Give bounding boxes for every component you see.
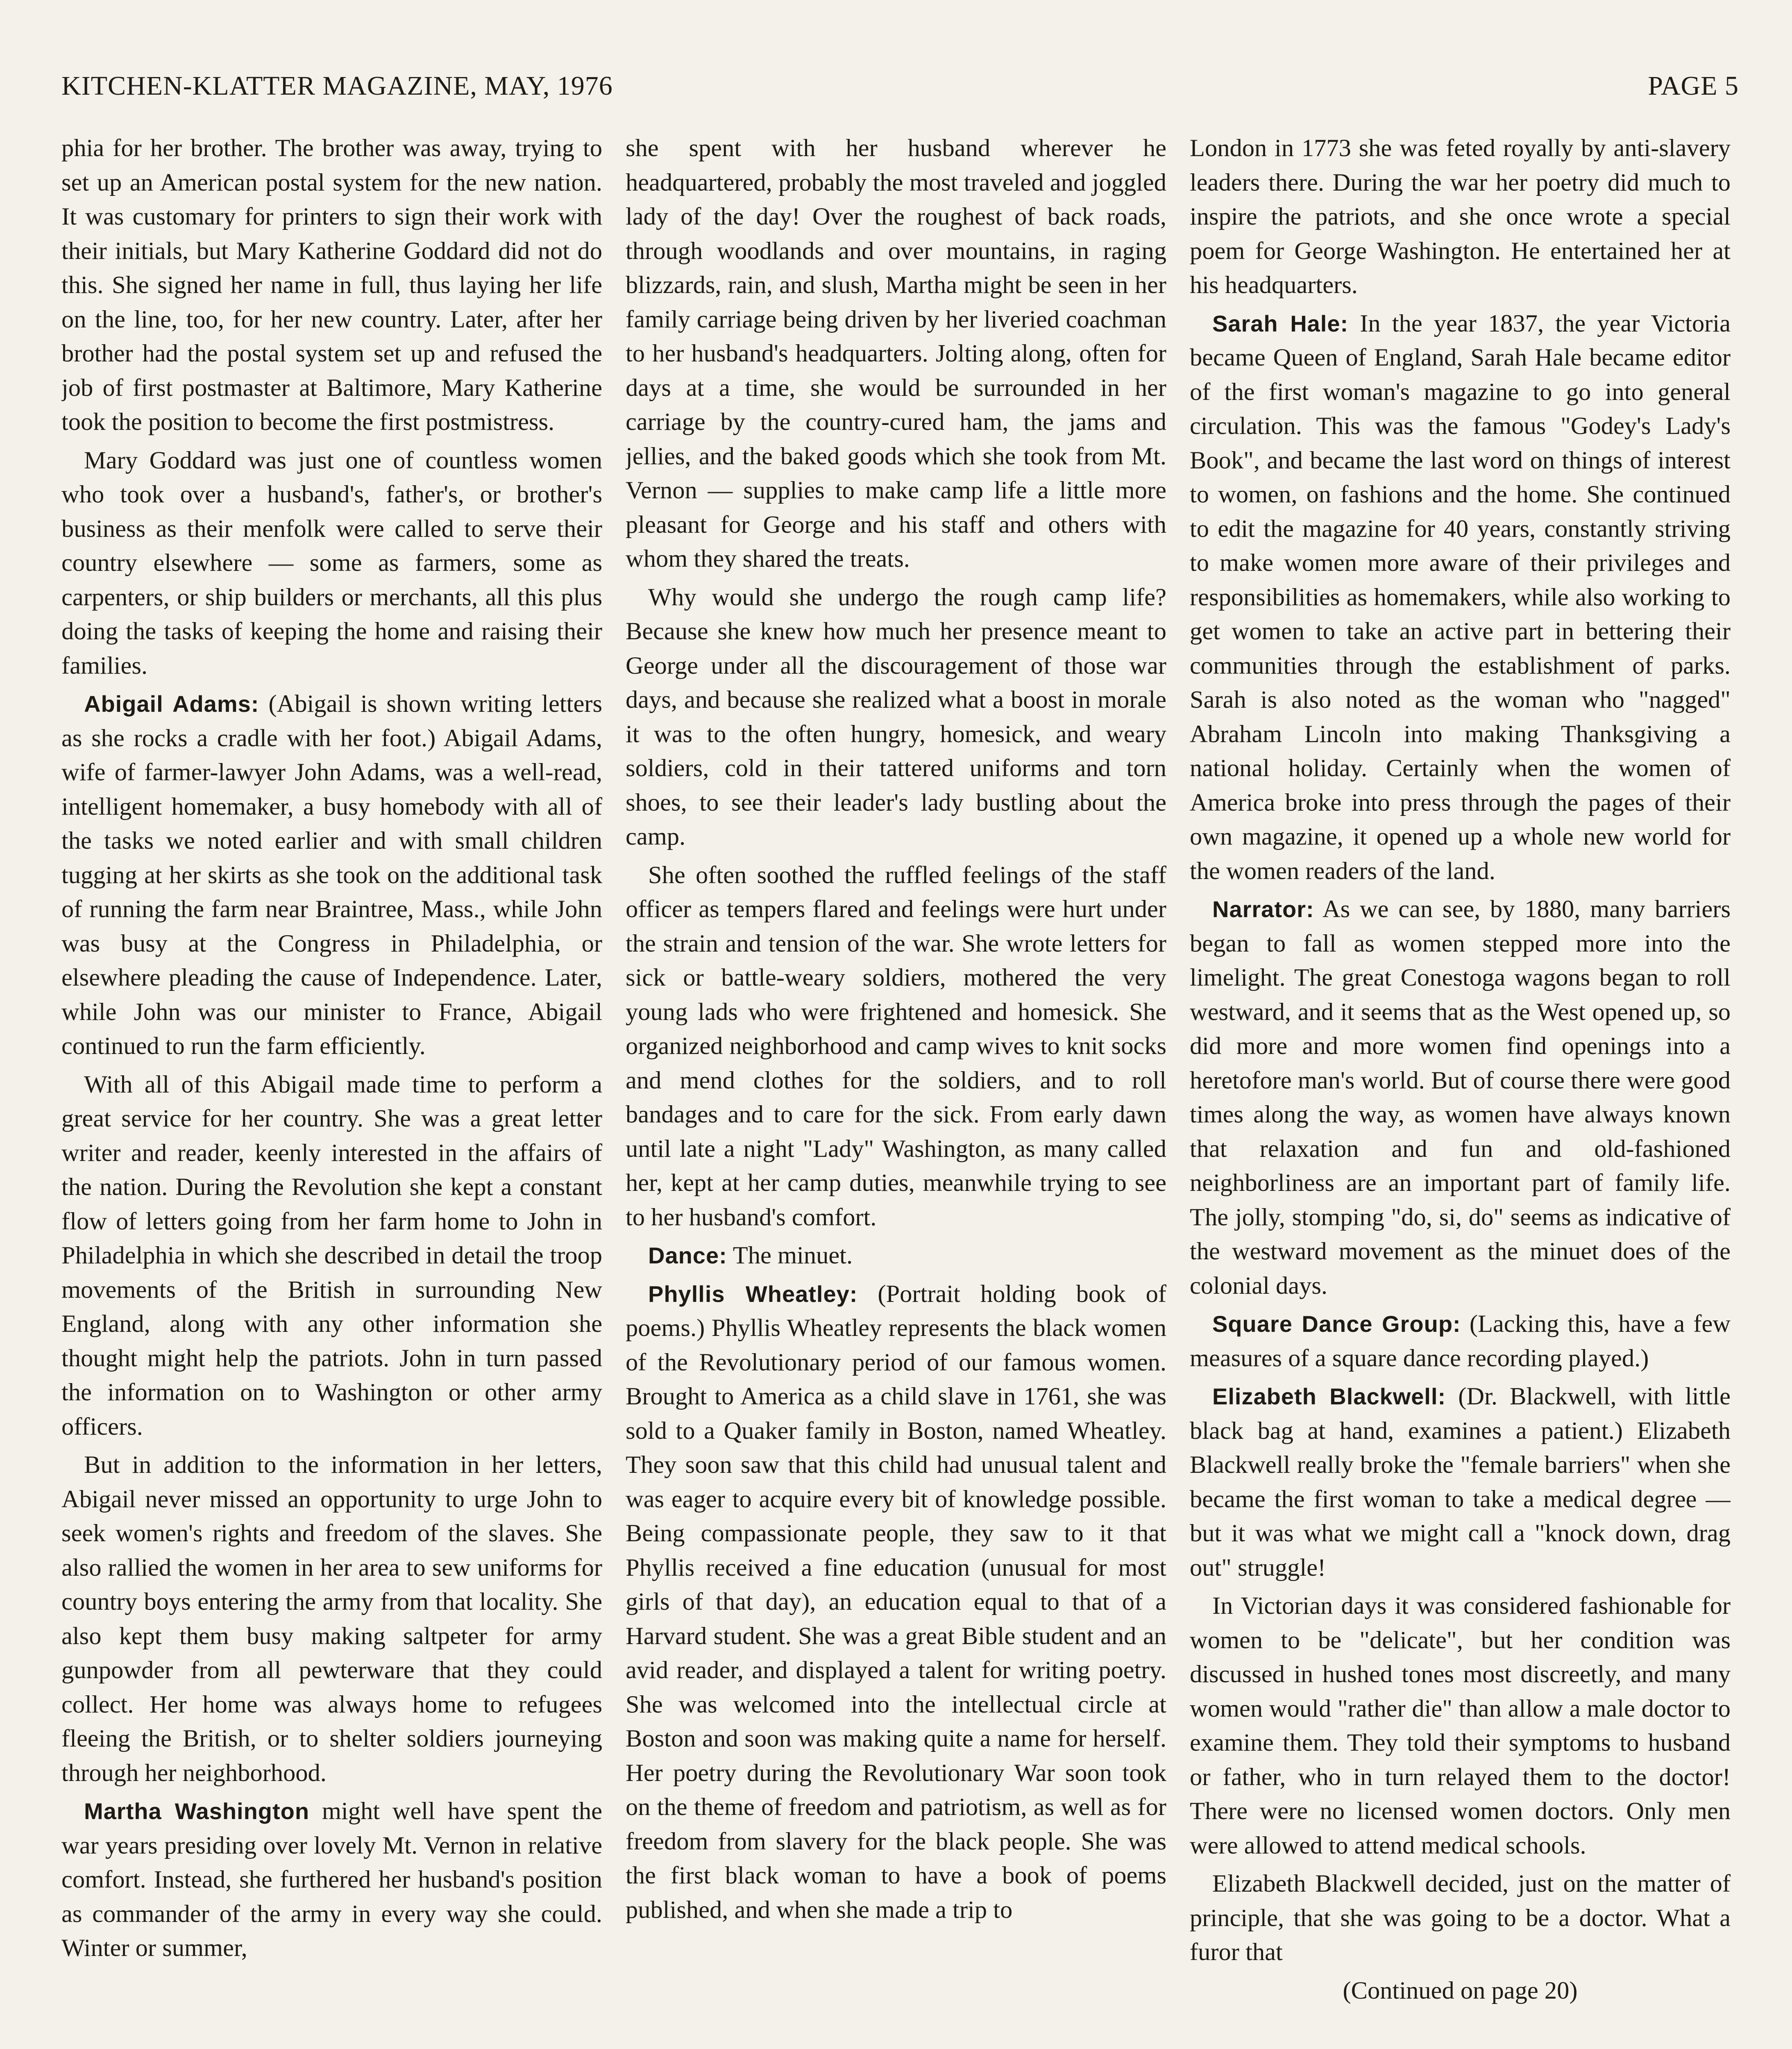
column-1 bbox=[61, 131, 602, 2049]
speaker-label: Square Dance Group: bbox=[1212, 1311, 1461, 1337]
paragraph: She often soothed the ruffled feelings of the staff officer as tempers flared and feelings were hurt under the strain and tension of the war. She wrote letters for sick or battle-weary soldiers, mothered the very young lads who were frightened and homesick. She organized neighborhood and camp wives to knit socks and mend clothes for the soldiers, and to roll bandages and to care for the sick. From early dawn until late a night "Lady" Washington, as many called her, kept at her camp duties, meanwhile trying to see to her husband's comfort. bbox=[626, 861, 1166, 1231]
paragraph: Mary Goddard was just one of countless women who took over a husband's, father's, or brother's business as their menfolk were called to serve their country elsewhere — some as farmers, some as carpenters, or ship builders or merchants, all this plus doing the tasks of keeping the home and raising their families. bbox=[61, 446, 602, 679]
paragraph: she spent with her husband wherever he headquartered, probably the most traveled and joggled lady of the day! Over the roughest of back roads, through woodlands and over mountains, in raging blizzards, rain, and slush, Martha might be seen in her family carriage being driven by her liveried coachman to her husband's headquarters. Jolting along, often for days at a time, she would be surrounded in her carriage by the country-cured ham, the jams and jellies, and the baked goods which she took from Mt. Vernon — supplies to make camp life a little more pleasant for George and his staff and others with whom they shared the treats. bbox=[626, 134, 1166, 572]
paragraph bbox=[1190, 892, 1731, 1303]
page-number: PAGE 5 bbox=[1648, 71, 1739, 101]
paragraph bbox=[61, 687, 602, 1063]
paragraph-text: The minuet. bbox=[727, 1242, 853, 1269]
paragraph-text: In the year 1837, the year Victoria became Queen of England, Sarah Hale became editor of the first woman's magazine to go into general circulation. This was the famous "Godey's Lady's Book", and became the last word on things of interest to women, on fashions and the home. She continued to edit the magazine for 40 years, constantly striving to make women more aware of their privileges and responsibilities as homemakers, while also working to get women to take an active part in bettering their communities through the establishment of parks. Sarah is also noted as the woman who "nagged" Abraham Lincoln into making Thanksgiving a national holiday. Certainly when the women of America broke into press through the pages of their own magazine, it opened up a whole new world for the women readers of the land. bbox=[1190, 309, 1731, 885]
paragraph bbox=[1190, 1307, 1731, 1375]
paragraph-text: (Dr. Blackwell, with little black bag at hand, examines a patient.) Elizabeth Blackwell really broke the "female barriers" when she became the first woman to take a medical degree — but it was what we might call a "knock down, drag out" struggle! bbox=[1190, 1383, 1731, 1581]
paragraph bbox=[1190, 307, 1731, 888]
paragraph-text: (Abigail is shown writing letters as she rocks a cradle with her foot.) Abigail Adams, wife of farmer-lawyer John Adams, was a well-read, intelligent homemaker, a busy homebody with all of the tasks we noted earlier and with small children tugging at her skirts as she took on the additional task of running the farm near Braintree, Mass., while John was busy at the Congress in Philadelphia, or elsewhere pleading the cause of Independence. Later, while John was our minister to France, Abigail continued to run the farm efficiently. bbox=[61, 690, 602, 1060]
speaker-label: Elizabeth Blackwell: bbox=[1212, 1383, 1446, 1409]
speaker-label: Abigail Adams: bbox=[84, 691, 259, 717]
speaker-label: Sarah Hale: bbox=[1212, 310, 1349, 336]
continued-note: (Continued on page 20) bbox=[1343, 1976, 1578, 2004]
paragraph bbox=[626, 1277, 1166, 1927]
paragraph bbox=[626, 1238, 1166, 1273]
paragraph: In Victorian days it was considered fashionable for women to be "delicate", but her condition was discussed in hushed tones most discreetly, and many women would "rather die" than allow a male doctor to examine them. They told their symptoms to husband or father, who in turn relayed them to the doctor! There were no licensed women doctors. Only men were allowed to attend medical schools. bbox=[1190, 1592, 1731, 1859]
paragraph: Elizabeth Blackwell decided, just on the matter of principle, that she was going to be a doctor. What a furor that bbox=[1190, 1870, 1731, 1966]
paragraph: London in 1773 she was feted royally by anti-slavery leaders there. During the war her poetry did much to inspire the patriots, and she once wrote a special poem for George Washington. He entertained her at his headquarters. bbox=[1190, 134, 1731, 299]
article-columns bbox=[61, 131, 1731, 2049]
paragraph: But in addition to the information in her letters, Abigail never missed an opportunity to urge John to seek women's rights and freedom of the slaves. She also rallied the women in her area to sew uniforms for country boys entering the army from that locality. She also kept them busy making saltpeter for army gunpowder from all pewterware that they could collect. Her home was always home to refugees fleeing the British, or to shelter soldiers journeying through her neighborhood. bbox=[61, 1451, 602, 1787]
paragraph-text: (Portrait holding book of poems.) Phyllis Wheatley represents the black women of the Revolutionary period of our famous women. Brought to America as a child slave in 1761, she was sold to a Quaker family in Boston, named Wheatley. They soon saw that this child had unusual talent and was eager to acquire every bit of knowledge possible. Being compassionate people, they saw to it that Phyllis received a fine education (unusual for most girls of that day), an education equal to that of a Harvard student. She was a great Bible student and an avid reader, and displayed a talent for writing poetry. She was welcomed into the intellectual circle at Boston and soon was making quite a name for herself. Her poetry during the Revolutionary War soon took on the theme of freedom and patriotism, as well as for freedom from slavery for the black people. She was the first black woman to have a book of poems published, and when she made a trip to bbox=[626, 1280, 1166, 1924]
speaker-label: Narrator: bbox=[1212, 896, 1314, 922]
speaker-label: Dance: bbox=[648, 1243, 727, 1268]
page-header bbox=[61, 61, 1739, 111]
paragraph bbox=[61, 1794, 602, 1965]
paragraph-text: might well have spent the war years presiding over lovely Mt. Vernon in relative comfort. Instead, she furthered her husband's position as commander of the army in every way she could. Winter or summer, bbox=[61, 1797, 602, 1962]
paragraph: phia for her brother. The brother was away, trying to set up an American postal system for the new nation. It was customary for printers to sign their work with their initials, but Mary Katherine Goddard did not do this. She signed her name in full, thus laying her life on the line, too, for her new country. Later, after her brother had the postal system set up and refused the job of first postmaster at Baltimore, Mary Katherine took the position to become the first postmistress. bbox=[61, 134, 602, 436]
magazine-title: KITCHEN-KLATTER MAGAZINE, MAY, 1976 bbox=[61, 71, 613, 101]
speaker-label: Martha Washington bbox=[84, 1798, 310, 1824]
speaker-label: Phyllis Wheatley: bbox=[648, 1281, 858, 1307]
paragraph: Why would she undergo the rough camp life? Because she knew how much her presence meant to George under all the discouragement of those war days, and because she realized what a boost in morale it was to the often hungry, homesick, and weary soldiers, cold in their tattered uniforms and torn shoes, to see their leader's lady bustling about the camp. bbox=[626, 583, 1166, 850]
paragraph-text: As we can see, by 1880, many barriers began to fall as women stepped more into the limelight. The great Conestoga wagons began to roll westward, and it seems that as the West opened up, so did more and more women find openings into a heretofore man's world. But of course there were good times along the way, as women have always known that relaxation and fun and old-fashioned neighborliness are an important part of family life. The jolly, stomping "do, si, do" seems as indicative of the westward movement as the minuet does of the colonial days. bbox=[1190, 895, 1731, 1299]
paragraph bbox=[1190, 1379, 1731, 1585]
column-3 bbox=[1190, 131, 1731, 2049]
paragraph-text: (Lacking this, have a few measures of a square dance recording played.) bbox=[1190, 1310, 1731, 1372]
column-2 bbox=[626, 131, 1166, 2049]
paragraph: With all of this Abigail made time to perform a great service for her country. She was a great letter writer and reader, keenly interested in the affairs of the nation. During the Revolution she kept a constant flow of letters going from her farm home to John in Philadelphia in which she described in detail the troop movements of the British in surrounding New England, along with any other information she thought might help the patriots. John in turn passed the information on to Washington or other army officers. bbox=[61, 1070, 602, 1440]
